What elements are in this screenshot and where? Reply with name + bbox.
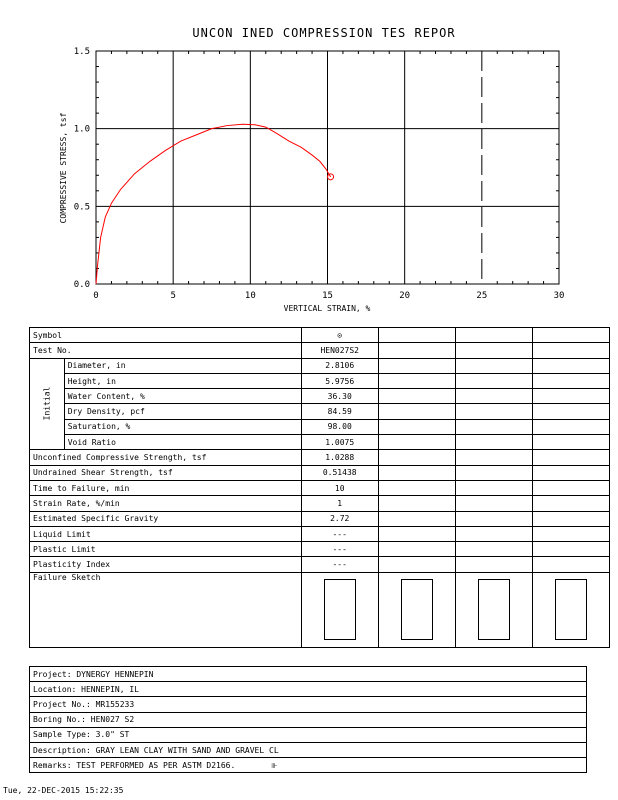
empty-cell: [532, 404, 609, 419]
table-row: [30, 343, 610, 358]
property-value: 1.0288: [301, 450, 378, 465]
timestamp-footer: Tue, 22-DEC-2015 15:22:35: [3, 786, 124, 795]
sketch-box: [324, 579, 356, 640]
symbol-header: Symbol: [30, 328, 302, 343]
table-row: [30, 480, 610, 495]
failure-sketch-cell: [301, 572, 378, 647]
empty-cell: [532, 450, 609, 465]
empty-cell: [532, 480, 609, 495]
failure-sketch-cell: [455, 572, 532, 647]
empty-cell: [378, 358, 455, 373]
empty-cell: [378, 465, 455, 480]
empty-cell: [378, 480, 455, 495]
property-label: Strain Rate, %/min: [30, 496, 302, 511]
empty-cell: [378, 419, 455, 434]
property-label: Time to Failure, min: [30, 480, 302, 495]
table-row: [30, 542, 610, 557]
y-tick-label: 1.5: [73, 47, 90, 57]
x-axis-label: VERTICAL STRAIN, %: [283, 304, 371, 313]
property-label: Unconfined Compressive Strength, tsf: [30, 450, 302, 465]
table-row: [30, 373, 610, 388]
empty-cell: [532, 358, 609, 373]
table-row: [30, 557, 610, 572]
info-line: Description: GRAY LEAN CLAY WITH SAND AND GRAVEL CL: [30, 742, 587, 757]
empty-cell: [455, 373, 532, 388]
stress-strain-chart: [0, 0, 618, 325]
property-label: Plastic Limit: [30, 542, 302, 557]
table-row: [30, 496, 610, 511]
property-value: 1.0075: [301, 435, 378, 450]
info-line: Project No.: MR155233: [30, 697, 587, 712]
symbol-value: ⊙: [301, 328, 378, 343]
property-value: HEN027S2: [301, 343, 378, 358]
table-row: [30, 526, 610, 541]
empty-cell: [455, 511, 532, 526]
empty-cell: [455, 526, 532, 541]
empty-cell: [455, 389, 532, 404]
sketch-box: [478, 579, 510, 640]
table-row: [30, 465, 610, 480]
empty-cell: [378, 511, 455, 526]
empty-cell: [378, 328, 455, 343]
empty-cell: [378, 373, 455, 388]
empty-cell: [455, 496, 532, 511]
x-tick-label: 5: [170, 291, 176, 301]
x-tick-label: 25: [476, 291, 488, 301]
property-label: Void Ratio: [64, 435, 301, 450]
empty-cell: [532, 542, 609, 557]
property-value: 0.51438: [301, 465, 378, 480]
property-value: 2.72: [301, 511, 378, 526]
property-value: ---: [301, 542, 378, 557]
property-label: Diameter, in: [64, 358, 301, 373]
empty-cell: [532, 328, 609, 343]
empty-cell: [455, 419, 532, 434]
property-value: 2.8106: [301, 358, 378, 373]
info-line: Boring No.: HEN027 S2: [30, 712, 587, 727]
x-tick-label: 30: [553, 291, 565, 301]
property-value: 98.00: [301, 419, 378, 434]
empty-cell: [455, 358, 532, 373]
y-axis-label: COMPRESSIVE STRESS, tsf: [59, 112, 68, 224]
remarks-mark: ⊪: [271, 761, 278, 770]
empty-cell: [532, 526, 609, 541]
property-value: 36.30: [301, 389, 378, 404]
empty-cell: [378, 435, 455, 450]
property-label: Height, in: [64, 373, 301, 388]
x-tick-label: 15: [322, 291, 333, 301]
property-value: 5.9756: [301, 373, 378, 388]
stress-strain-curve: [96, 124, 331, 284]
empty-cell: [532, 389, 609, 404]
empty-cell: [532, 435, 609, 450]
property-value: 84.59: [301, 404, 378, 419]
empty-cell: [532, 557, 609, 572]
y-tick-label: 0.5: [73, 202, 90, 213]
empty-cell: [455, 343, 532, 358]
property-label: Saturation, %: [64, 419, 301, 434]
property-value: 1: [301, 496, 378, 511]
empty-cell: [455, 557, 532, 572]
property-label: Water Content, %: [64, 389, 301, 404]
property-value: ---: [301, 557, 378, 572]
empty-cell: [378, 542, 455, 557]
empty-cell: [378, 389, 455, 404]
table-row: [30, 389, 610, 404]
empty-cell: [378, 450, 455, 465]
properties-table: [29, 327, 610, 648]
sketch-box: [555, 579, 587, 640]
empty-cell: [532, 343, 609, 358]
info-line: Sample Type: 3.0" ST: [30, 727, 587, 742]
empty-cell: [378, 496, 455, 511]
table-row: [30, 435, 610, 450]
property-label: Estimated Specific Gravity: [30, 511, 302, 526]
property-label: Plasticity Index: [30, 557, 302, 572]
failure-sketch-cell: [532, 572, 609, 647]
empty-cell: [378, 557, 455, 572]
property-value: ---: [301, 526, 378, 541]
property-label: Undrained Shear Strength, tsf: [30, 465, 302, 480]
empty-cell: [455, 465, 532, 480]
empty-cell: [532, 511, 609, 526]
failure-sketch-label: Failure Sketch: [30, 572, 302, 647]
sketch-box: [401, 579, 433, 640]
table-row: [30, 404, 610, 419]
empty-cell: [455, 450, 532, 465]
info-line: Location: HENNEPIN, IL: [30, 682, 587, 697]
property-label: Dry Density, pcf: [64, 404, 301, 419]
info-line: Project: DYNERGY HENNEPIN: [30, 667, 587, 682]
empty-cell: [378, 526, 455, 541]
empty-cell: [532, 419, 609, 434]
table-row: [30, 358, 610, 373]
y-tick-label: 0.0: [73, 280, 90, 290]
empty-cell: [532, 496, 609, 511]
y-tick-label: 1.0: [73, 124, 90, 135]
property-label: Test No.: [30, 343, 302, 358]
x-tick-label: 20: [399, 291, 411, 301]
table-row: [30, 450, 610, 465]
property-label: Liquid Limit: [30, 526, 302, 541]
table-row: [30, 511, 610, 526]
empty-cell: [378, 404, 455, 419]
empty-cell: [455, 480, 532, 495]
sample-info-table: [29, 666, 587, 773]
empty-cell: [455, 404, 532, 419]
x-tick-label: 10: [244, 291, 256, 301]
empty-cell: [532, 373, 609, 388]
property-value: 10: [301, 480, 378, 495]
failure-sketch-cell: [378, 572, 455, 647]
x-tick-label: 0: [93, 291, 99, 301]
info-line: Remarks: TEST PERFORMED AS PER ASTM D2166. ⊪: [30, 758, 587, 773]
empty-cell: [532, 465, 609, 480]
empty-cell: [378, 343, 455, 358]
empty-cell: [455, 328, 532, 343]
table-row: [30, 419, 610, 434]
initial-group-label: Initial: [30, 358, 65, 450]
empty-cell: [455, 435, 532, 450]
empty-cell: [455, 542, 532, 557]
report-title: UNCON INED COMPRESSION TES REPOR: [192, 26, 456, 40]
